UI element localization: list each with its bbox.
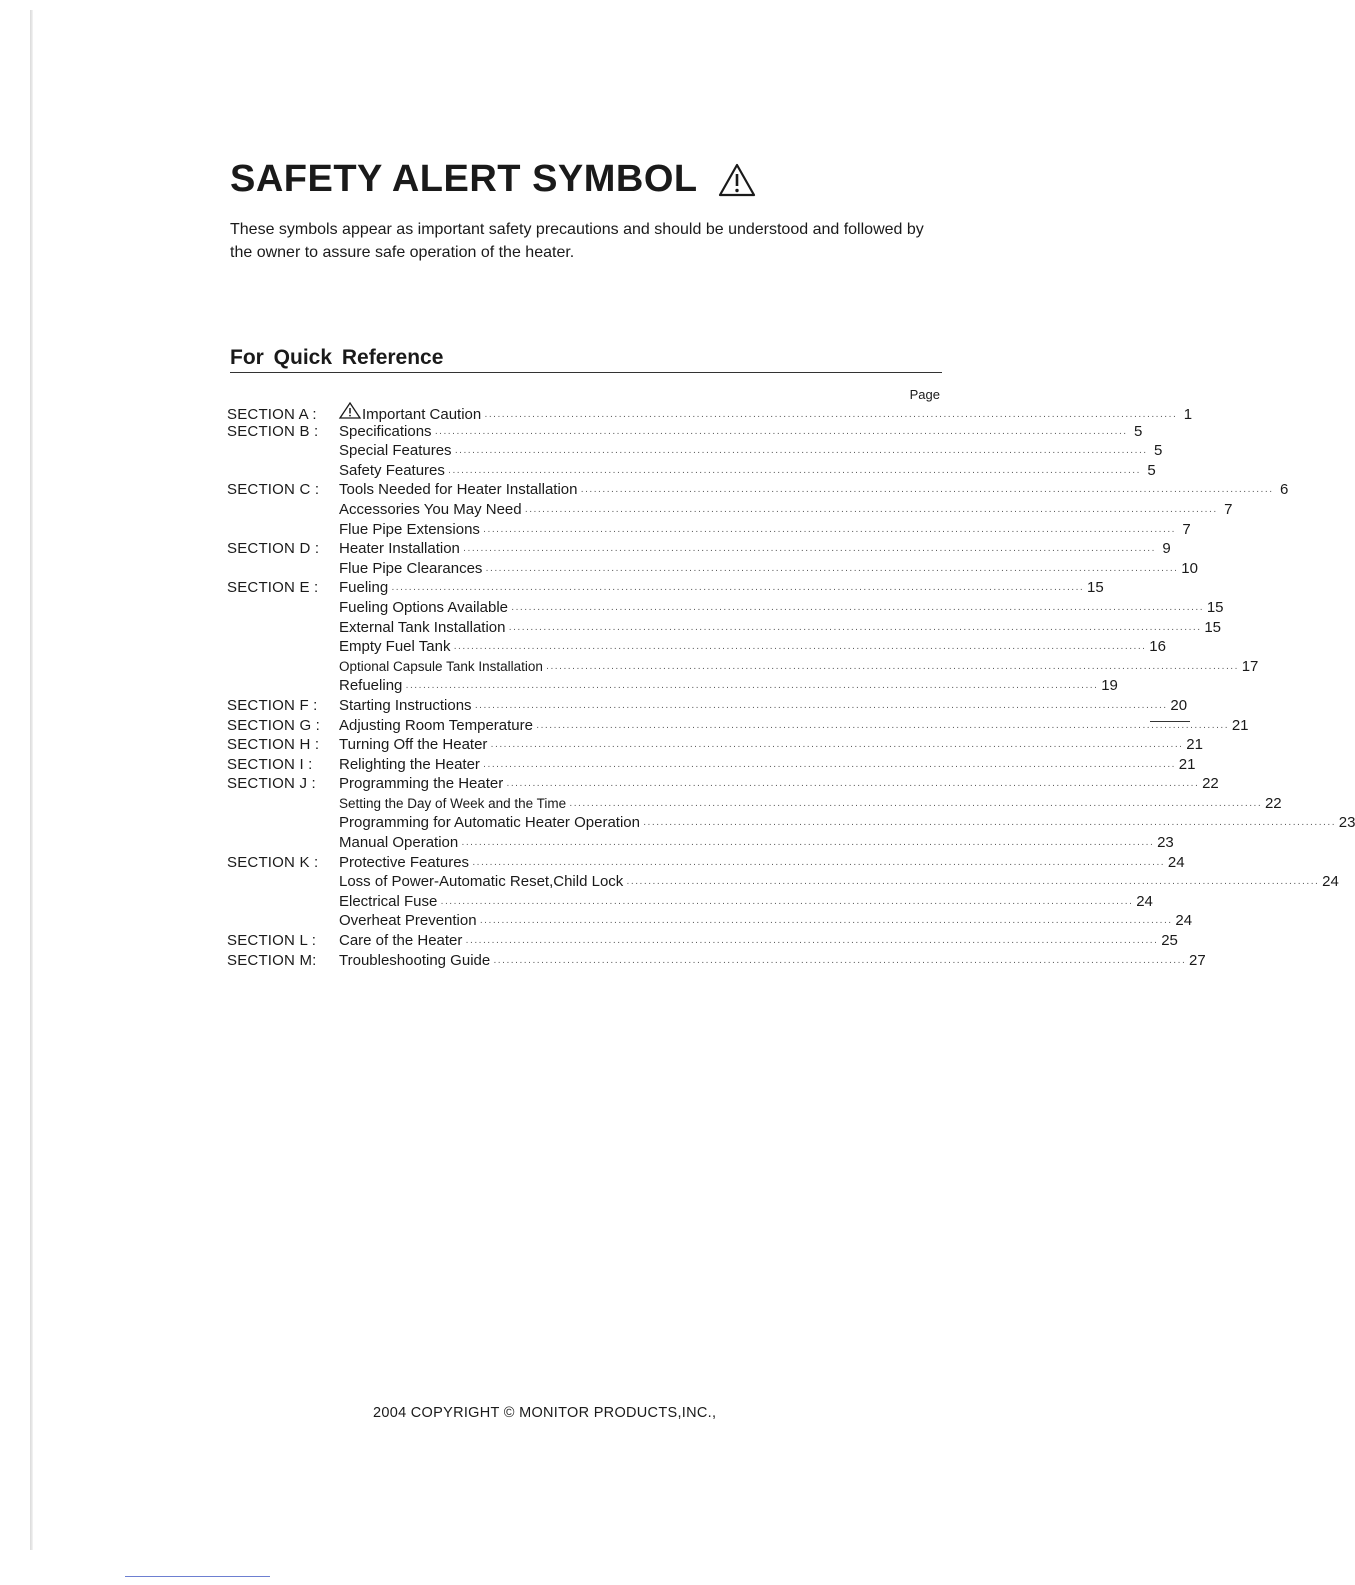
toc-entry-title: Heater Installation (339, 540, 460, 558)
toc-entry-title: Troubleshooting Guide (339, 951, 491, 969)
toc-leader-dots: ································································································································································ (484, 411, 1178, 422)
toc-section-label: SECTION E : (227, 579, 319, 597)
toc-entry-title: Loss of Power-Automatic Reset,Child Lock (339, 873, 624, 891)
toc-entry (339, 716, 1249, 738)
toc-row (227, 657, 1259, 677)
toc-row (227, 755, 1196, 775)
toc-section-label: SECTION L : (227, 932, 317, 950)
toc-section-label: SECTION M: (227, 951, 317, 969)
toc-entry-title: Programming the Heater (339, 775, 504, 793)
toc-entry (339, 559, 1198, 581)
page-column-label: Page (909, 387, 940, 402)
toc-leader-dots: ································································································································································ (569, 799, 1262, 811)
page-title-text: SAFETY ALERT SYMBOL (230, 158, 698, 200)
toc-entry (339, 637, 1166, 659)
toc-section-label: SECTION K : (227, 853, 319, 871)
toc-leader-dots: ································································································································································ (479, 917, 1173, 929)
toc-row (227, 813, 1355, 833)
toc-page-number: 20 (1170, 696, 1188, 714)
toc-entry (339, 833, 1174, 855)
toc-entry-title: Manual Operation (339, 834, 459, 852)
toc-page-number: 22 (1264, 794, 1282, 812)
toc-entry (339, 578, 1104, 600)
toc-leader-dots: ································································································································································ (490, 741, 1184, 753)
toc-page-number: 24 (1175, 912, 1193, 930)
toc-leader-dots: ································································································································································ (524, 505, 1218, 517)
toc-page-number: 6 (1279, 481, 1289, 499)
toc-leader-dots: ································································································································································ (462, 545, 1156, 557)
toc-leader-dots: ································································································································································ (545, 662, 1239, 674)
toc-leader-dots: ································································································································································ (447, 466, 1141, 478)
toc-entry-title: Tools Needed for Heater Installation (339, 481, 578, 499)
toc-row (227, 422, 1143, 442)
table-of-contents (227, 402, 1355, 970)
toc-entry (339, 951, 1206, 973)
toc-entry-title: Specifications (339, 422, 432, 440)
toc-entry-title: Starting Instructions (339, 696, 472, 714)
toc-row (227, 696, 1188, 716)
toc-row (227, 539, 1171, 559)
toc-entry (339, 794, 1282, 816)
toc-entry-title: Setting the Day of Week and the Time (339, 795, 567, 811)
toc-entry-title: Important Caution (362, 406, 482, 423)
toc-leader-dots: ································································································································································ (454, 447, 1148, 459)
toc-entry (339, 676, 1118, 698)
toc-section-label: SECTION A : (227, 406, 317, 423)
toc-page-number: 25 (1161, 932, 1178, 950)
toc-entry (339, 735, 1203, 757)
toc-entry (339, 813, 1355, 835)
toc-page-number: 21 (1178, 755, 1196, 773)
toc-leader-dots: ································································································································································ (626, 878, 1320, 890)
toc-leader-dots: ································································································································································ (511, 603, 1204, 615)
toc-leader-dots: ································································································································································ (493, 956, 1187, 968)
toc-row (227, 833, 1174, 853)
toc-entry-title: Special Features (339, 442, 452, 460)
toc-entry (339, 755, 1196, 777)
toc-entry-title: Electrical Fuse (339, 892, 438, 910)
toc-page-number: 1 (1183, 406, 1193, 423)
scan-edge-shadow (30, 10, 33, 1550)
toc-entry-title: Relighting the Heater (339, 755, 480, 773)
toc-leader-dots: ································································································································································ (453, 643, 1147, 655)
toc-entry (339, 539, 1171, 561)
toc-page-number: 15 (1087, 579, 1104, 597)
toc-entry-title: Fueling Options Available (339, 598, 508, 616)
toc-section-label: SECTION J : (227, 775, 316, 793)
toc-entry-title: Refueling (339, 677, 403, 695)
toc-entry (339, 931, 1178, 953)
toc-entry-title: Flue Pipe Extensions (339, 520, 480, 538)
toc-row (227, 794, 1282, 814)
toc-leader-dots: ································································································································································ (434, 427, 1128, 439)
toc-section-label: SECTION I : (227, 755, 313, 773)
toc-row (227, 676, 1118, 696)
toc-entry-title: Optional Capsule Tank Installation (339, 658, 543, 674)
toc-section-label: SECTION G : (227, 716, 321, 734)
toc-leader-dots: ································································································································································ (465, 937, 1159, 949)
toc-page-number: 23 (1338, 814, 1355, 832)
toc-entry (339, 422, 1143, 444)
toc-entry-title: Accessories You May Need (339, 500, 522, 518)
toc-entry (339, 520, 1191, 542)
toc-leader-dots: ································································································································································ (482, 525, 1176, 537)
intro-paragraph: These symbols appear as important safety precautions and should be understood and followed by the owner to assure safe operation of the heater. (230, 221, 924, 261)
toc-entry (339, 892, 1153, 914)
toc-leader-dots: ································································································································································ (391, 584, 1085, 596)
toc-leader-dots: ································································································································································ (506, 780, 1200, 792)
toc-page-number: 21 (1186, 736, 1203, 754)
toc-row (227, 578, 1104, 598)
toc-page-number: 24 (1136, 892, 1153, 910)
page-title (230, 158, 756, 201)
copyright-notice: 2004 COPYRIGHT © MONITOR PRODUCTS,INC., (373, 1405, 717, 1421)
toc-row (227, 441, 1163, 461)
toc-page-number: 7 (1224, 500, 1233, 518)
toc-leader-dots: ································································································································································ (474, 701, 1168, 713)
toc-row (227, 951, 1206, 971)
toc-entry-title: Adjusting Room Temperature (339, 716, 533, 734)
toc-entry-title: Fueling (339, 579, 389, 597)
toc-row (227, 853, 1185, 873)
toc-row (227, 598, 1224, 618)
toc-entry (339, 500, 1233, 522)
warning-triangle-icon (339, 402, 361, 419)
toc-row (227, 618, 1221, 638)
toc-page-number: 15 (1204, 618, 1221, 636)
toc-section-label: SECTION B : (227, 422, 319, 440)
toc-row (227, 520, 1191, 540)
toc-leader-dots: ································································································································································ (472, 858, 1165, 870)
toc-row (227, 402, 1193, 423)
toc-page-number: 10 (1181, 559, 1198, 577)
toc-entry (339, 441, 1163, 463)
toc-entry (339, 598, 1224, 620)
toc-entry-title: Flue Pipe Clearances (339, 559, 483, 577)
toc-row (227, 461, 1156, 481)
toc-entry (339, 461, 1156, 483)
warning-triangle-icon (718, 163, 756, 197)
toc-row (227, 892, 1153, 912)
toc-row (227, 480, 1289, 500)
toc-page-number: 24 (1322, 873, 1339, 891)
toc-page-number: 5 (1134, 422, 1143, 440)
toc-page-number: 27 (1189, 951, 1206, 969)
quick-reference-heading: For Quick Reference (230, 346, 942, 373)
toc-row (227, 931, 1178, 951)
toc-page-number: 9 (1162, 540, 1171, 558)
toc-page-number: 23 (1157, 834, 1174, 852)
toc-row (227, 872, 1339, 892)
toc-page-number: 15 (1206, 598, 1224, 616)
toc-entry-title: Overheat Prevention (339, 912, 477, 930)
toc-entry-title: Care of the Heater (339, 932, 463, 950)
toc-page-number: 5 (1154, 442, 1163, 460)
toc-section-label: SECTION H : (227, 736, 320, 754)
toc-row (227, 735, 1203, 755)
toc-entry (339, 696, 1188, 718)
toc-entry (339, 657, 1259, 679)
toc-leader-dots: ································································································································································ (536, 721, 1229, 733)
toc-leader-dots: ································································································································································ (642, 819, 1336, 831)
toc-leader-dots: ································································································································································ (482, 760, 1176, 772)
toc-entry (339, 911, 1193, 933)
toc-row (227, 774, 1219, 794)
toc-entry-title: Empty Fuel Tank (339, 638, 451, 656)
toc-row (227, 716, 1249, 736)
toc-entry-title: Safety Features (339, 461, 445, 479)
toc-entry-title: Programming for Automatic Heater Operation (339, 814, 640, 832)
toc-page-number: 21 (1231, 716, 1249, 734)
toc-row (227, 911, 1193, 931)
toc-entry-title: Turning Off the Heater (339, 736, 488, 754)
scan-underline (125, 1576, 270, 1577)
toc-leader-dots: ································································································································································ (440, 897, 1134, 909)
toc-leader-dots: ································································································································································ (461, 839, 1155, 851)
toc-leader-dots: ································································································································································ (508, 623, 1202, 635)
toc-leader-dots: ································································································································································ (485, 564, 1179, 576)
toc-page-number: 22 (1202, 775, 1219, 793)
toc-entry (339, 872, 1339, 894)
toc-section-label: SECTION F : (227, 696, 318, 714)
toc-entry-title: External Tank Installation (339, 618, 506, 636)
toc-page-number: 5 (1147, 461, 1156, 479)
toc-entry (339, 618, 1221, 640)
toc-row (227, 559, 1198, 579)
toc-page-number: 17 (1241, 657, 1259, 675)
toc-row (227, 500, 1233, 520)
toc-section-label: SECTION C : (227, 481, 320, 499)
toc-page-number: 7 (1182, 520, 1191, 538)
toc-row (227, 637, 1166, 657)
toc-entry (339, 774, 1219, 796)
toc-page-number: 19 (1101, 677, 1118, 695)
toc-entry (339, 853, 1185, 875)
toc-page-number: 24 (1167, 853, 1185, 871)
toc-entry (339, 480, 1289, 502)
toc-leader-dots: ································································································································································ (405, 682, 1099, 694)
toc-entry-title: Protective Features (339, 853, 470, 871)
toc-leader-dots: ································································································································································ (580, 486, 1274, 498)
toc-section-label: SECTION D : (227, 540, 320, 558)
toc-page-number: 16 (1149, 638, 1166, 656)
